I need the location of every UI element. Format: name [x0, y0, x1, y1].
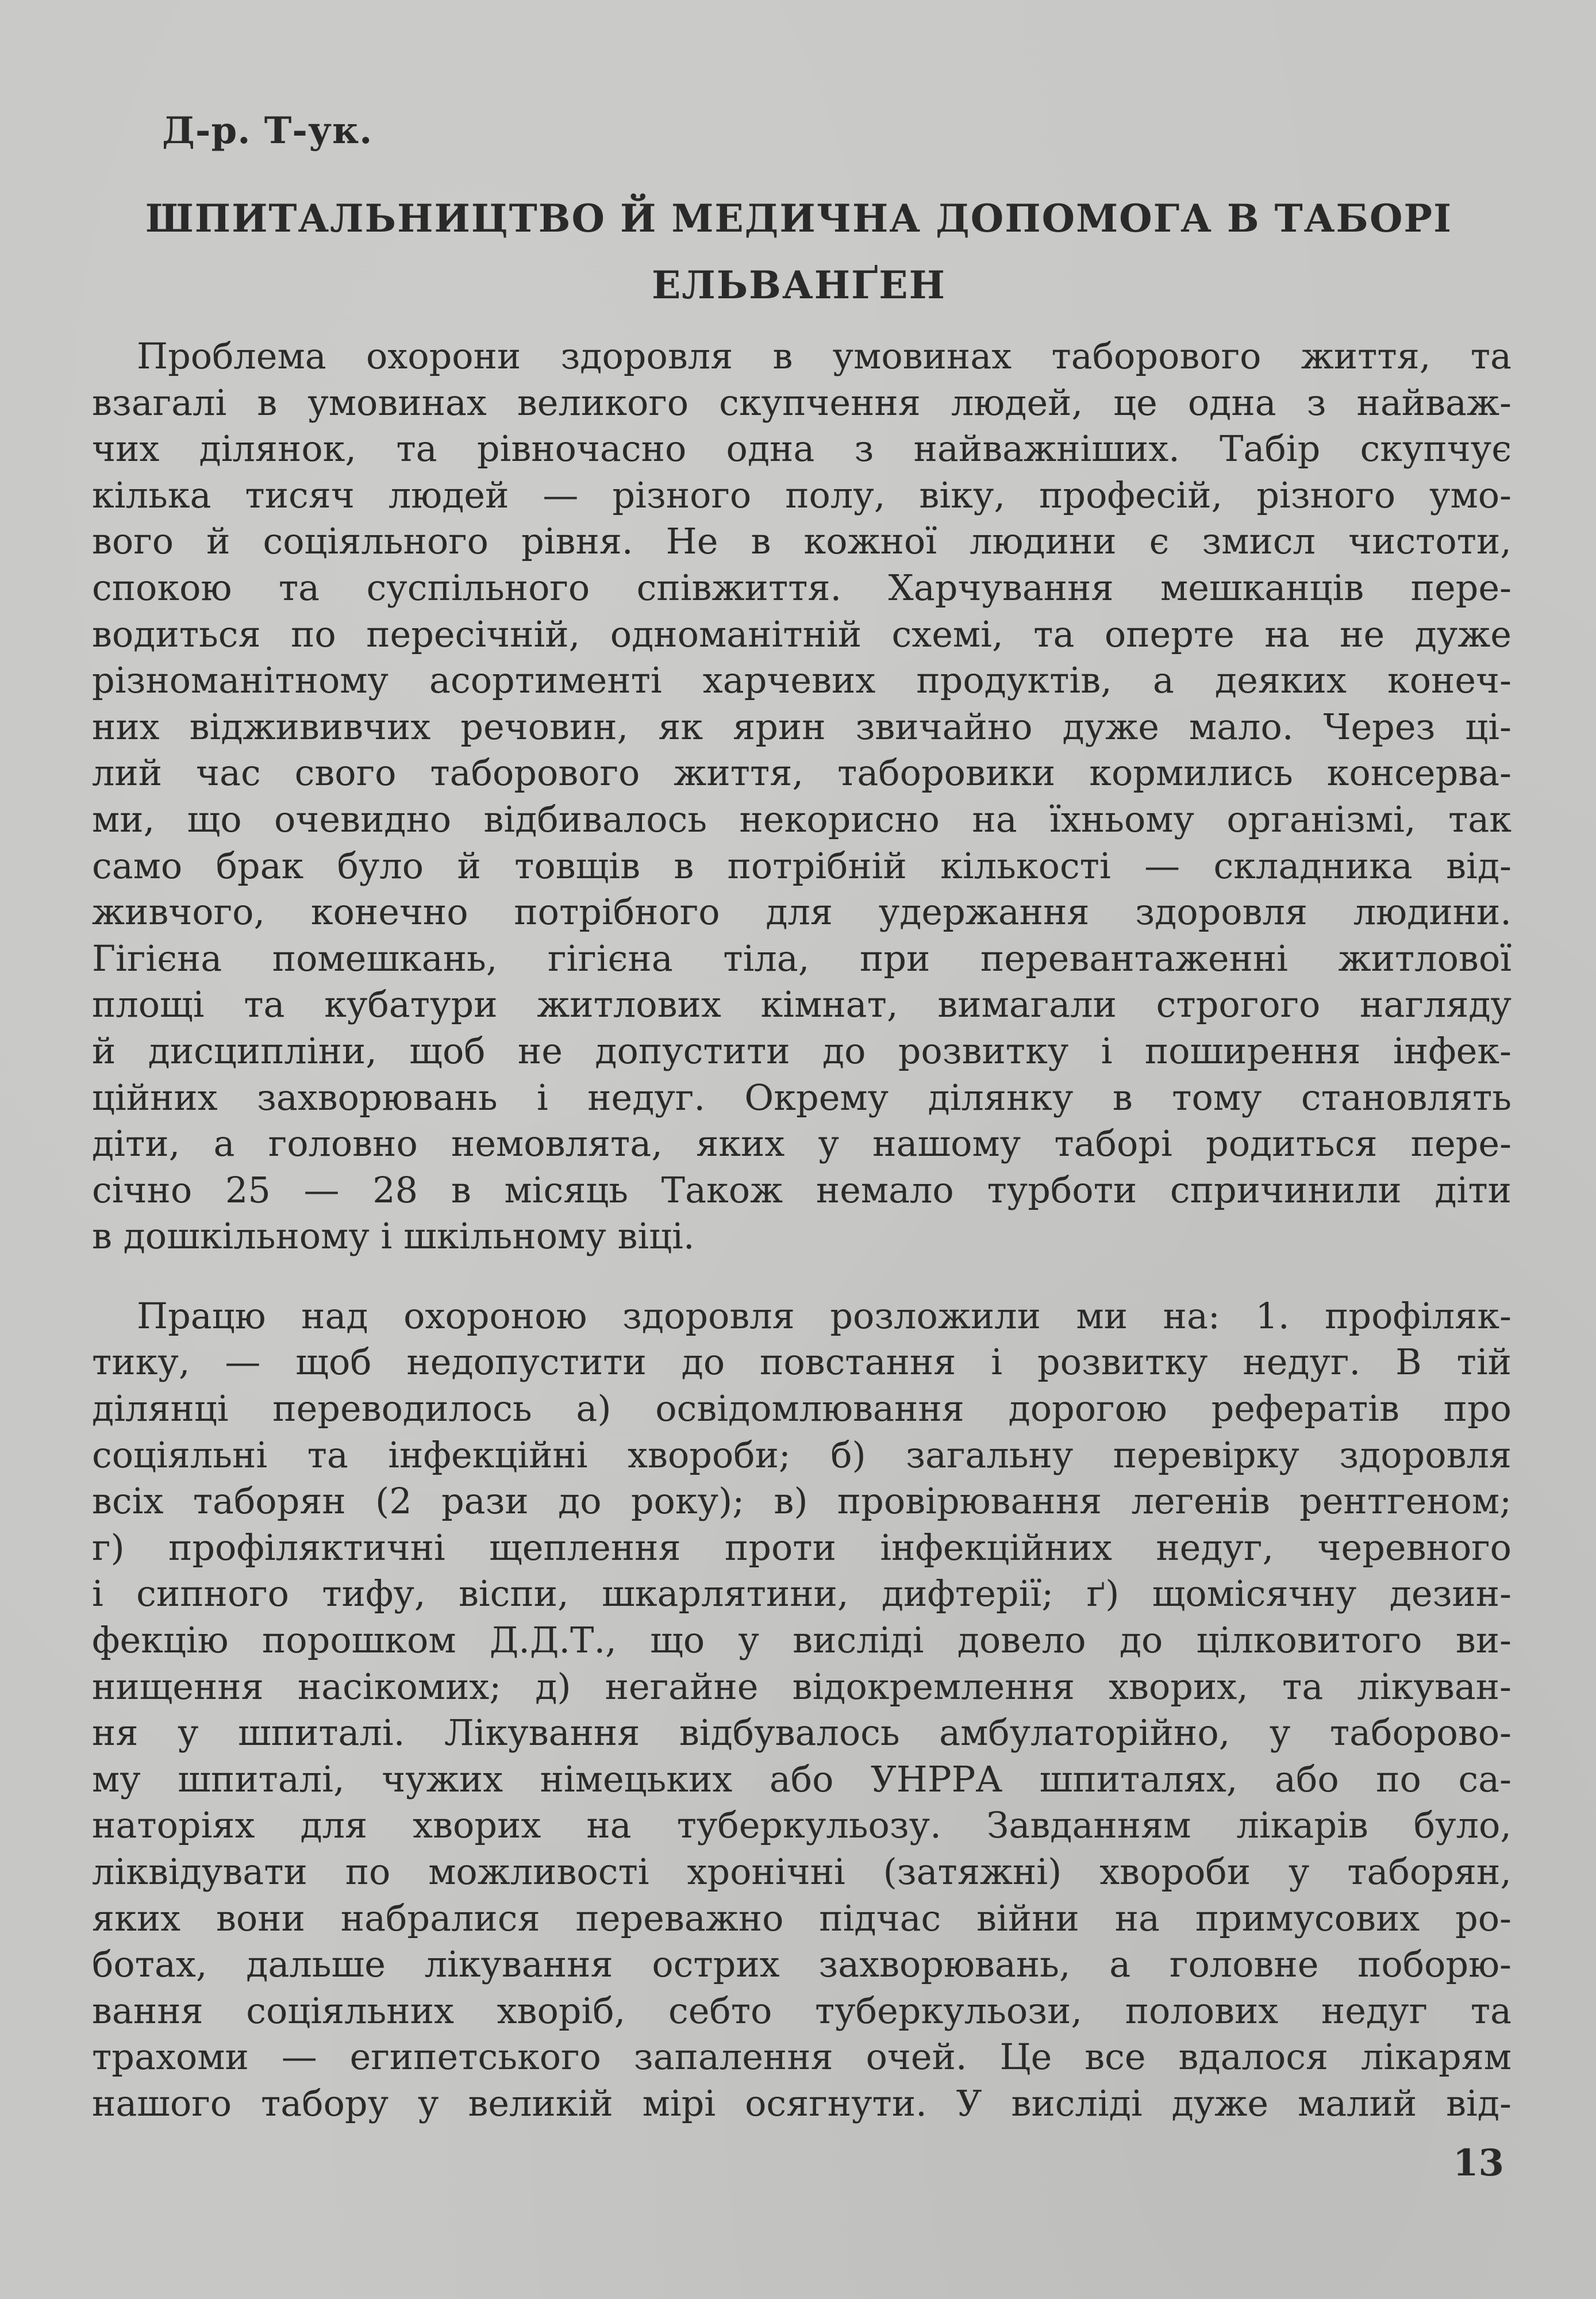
title-line-2: ЕЛЬВАНҐЕН [652, 263, 946, 307]
text-line: них віджививчих речовин, як ярин звичайно дуже мало. Через ці- [92, 705, 1512, 748]
text-line: в дошкільному і шкільному віці. [92, 1215, 695, 1258]
text-line: тику, — щоб недопустити до повстання і розвитку недуг. В тій [92, 1341, 1512, 1383]
text-line: му шпиталі, чужих німецьких або УНРРА шпиталях, або по са- [92, 1758, 1512, 1800]
text-line: Гігієна помешкань, гігієна тіла, при перевантаженні житлової [92, 937, 1512, 979]
text-line: ботах, дальше лікування острих захворювань, а головне поборю- [92, 1943, 1512, 1986]
paragraph-2 [92, 1293, 1512, 2127]
text-line: і сипного тифу, віспи, шкарлятини, дифтерії; ґ) щомісячну дезин- [92, 1573, 1512, 1615]
text-line: Працю над охороною здоровля розложили ми на: 1. профіляк- [137, 1294, 1512, 1337]
text-line: ня у шпиталі. Лікування відбувалось амбулаторійно, у таборово- [92, 1712, 1512, 1754]
paragraph-1 [92, 333, 1512, 1260]
text-line: вого й соціяльного рівня. Не в кожної людини є змисл чистоти, [92, 520, 1512, 563]
text-line: ми, що очевидно відбивалось некорисно на їхньому організмі, так [92, 798, 1512, 840]
text-line: водиться по пересічній, одноманітній схемі, та оперте на не дуже [92, 613, 1512, 655]
text-line: чих ділянок, та рівночасно одна з найважніших. Табір скупчує [92, 428, 1512, 470]
text-line: соціяльні та інфекційні хвороби; б) загальну перевірку здоровля [92, 1433, 1512, 1476]
article-body [92, 333, 1512, 2127]
text-line: лий час свого таборового життя, таборовики кормились консерва- [92, 752, 1512, 794]
text-line: наторіях для хворих на туберкульозу. Завданням лікарів було, [92, 1804, 1512, 1847]
text-line: трахоми — египетського запалення очей. Це все вдалося лікарям [92, 2036, 1512, 2078]
text-line: яких вони набралися переважно підчас війни на примусових ро- [92, 1897, 1512, 1939]
title-line-1: ШПИТАЛЬНИЦТВО Й МЕДИЧНА ДОПОМОГА В ТАБОРІ [145, 196, 1452, 241]
text-line: нашого табору у великій мірі осягнути. У висліді дуже малий від- [92, 2082, 1512, 2124]
text-line: живчого, конечно потрібного для удержання здоровля людини. [92, 891, 1512, 933]
article-title [115, 185, 1483, 318]
text-line: нищення насікомих; д) негайне відокремлення хворих, та лікуван- [92, 1665, 1512, 1708]
page-number: 13 [1452, 2142, 1504, 2185]
text-line: г) профіляктичні щеплення проти інфекційних недуг, черевного [92, 1526, 1512, 1568]
text-line: ційних захворювань і недуг. Окрему ділянку в тому становлять [92, 1076, 1512, 1118]
text-line: площі та кубатури житлових кімнат, вимагали строгого нагляду [92, 983, 1512, 1026]
text-line: само брак було й товщів в потрібній кількості — складника від- [92, 844, 1512, 887]
text-line: кілька тисяч людей — різного полу, віку, професій, різного умо- [92, 474, 1512, 516]
text-line: різноманітному асортименті харчевих продуктів, а деяких конеч- [92, 659, 1512, 702]
text-line: діти, а головно немовлята, яких у нашому таборі родиться пере- [92, 1122, 1512, 1165]
text-line: всіх таборян (2 рази до року); в) провірювання легенів рентгеном; [92, 1480, 1512, 1523]
text-line: січно 25 — 28 в місяць Також немало турботи спричинили діти [92, 1168, 1512, 1211]
text-line: вання соціяльних хворіб, себто туберкульози, полових недуг та [92, 1989, 1512, 2032]
author-name: Д-р. Т-ук. [162, 109, 373, 152]
text-line: взагалі в умовинах великого скупчення людей, це одна з найваж- [92, 381, 1512, 424]
text-line: спокою та суспільного співжиття. Харчування мешканців пере- [92, 566, 1512, 609]
text-line: ліквідувати по можливості хронічні (затяжні) хвороби у таборян, [92, 1851, 1512, 1893]
text-line: ділянці переводилось а) освідомлювання дорогою рефератів про [92, 1387, 1512, 1430]
text-line: Проблема охорони здоровля в умовинах таборового життя, та [137, 335, 1512, 377]
text-line: й дисципліни, щоб не допустити до розвитку і поширення інфек- [92, 1029, 1512, 1072]
text-line: фекцію порошком Д.Д.Т., що у висліді довело до цілковитого ви- [92, 1619, 1512, 1662]
